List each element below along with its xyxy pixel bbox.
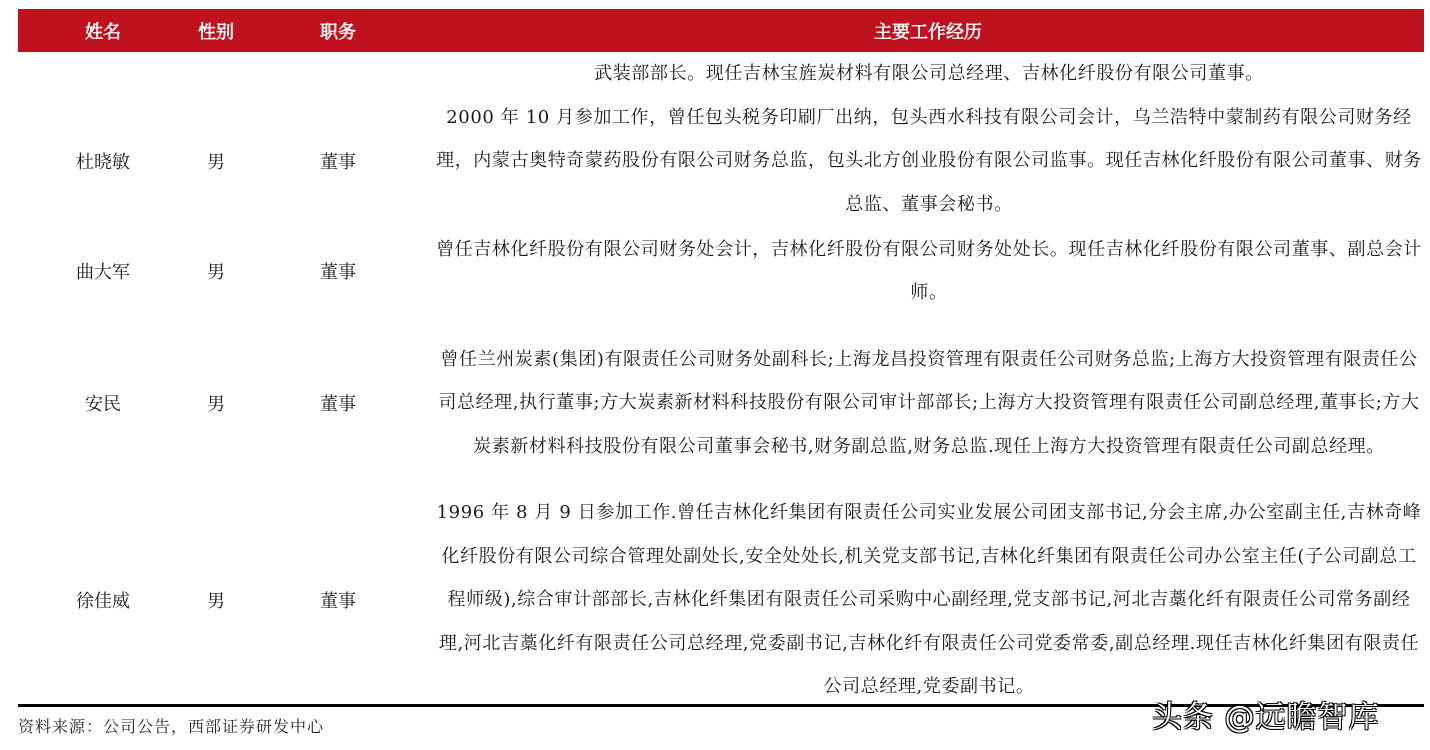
name-cell: 安民: [85, 394, 121, 415]
header-name: 姓名: [85, 21, 121, 43]
name-cell: 徐佳威: [76, 591, 130, 612]
header-experience: 主要工作经历: [874, 21, 982, 43]
position-cell: 董事: [320, 262, 356, 283]
directors-table: [18, 9, 1424, 709]
source-note: 资料来源：公司公告，西部证券研发中心: [18, 717, 325, 736]
gender-cell: 男: [207, 262, 225, 283]
experience-cell: 2000 年 10 月参加工作，曾任包头税务印刷厂出纳，包头西水科技有限公司会计，乌兰浩特中蒙制药有限公司财务经理，内蒙古奥特奇蒙药股份有限公司财务总监，包头北方创业股份有限公司监事。现任吉林化纤股份有限公司董事、财务总监、董事会秘书。: [436, 106, 1422, 215]
table-header: [18, 9, 1424, 52]
gender-cell: 男: [207, 591, 225, 612]
position-cell: 董事: [320, 394, 356, 415]
experience-cell: 曾任兰州炭素(集团)有限责任公司财务处副科长;上海龙昌投资管理有限责任公司财务总监;上海方大投资管理有限责任公司总经理,执行董事;方大炭素新材料科技股份有限公司审计部部长;上海方大投资管理有限责任公司副总经理,董事长;方大炭素新材料科技股份有限公司董事会秘书,财务副总监,财务总监.现任上海方大投资管理有限责任公司副总经理。: [438, 348, 1420, 457]
table-row: [18, 227, 1424, 315]
position-cell: 董事: [320, 591, 356, 612]
header-gender: 性别: [198, 21, 234, 43]
table-row: [18, 95, 1424, 227]
experience-cell: 武装部部长。现任吉林宝旌炭材料有限公司总经理、吉林化纤股份有限公司董事。: [594, 63, 1264, 84]
experience-cell: 曾任吉林化纤股份有限公司财务处会计，吉林化纤股份有限公司财务处处长。现任吉林化纤股份有限公司董事、副总会计师。: [436, 238, 1422, 303]
gender-cell: 男: [207, 152, 225, 173]
header-position: 职务: [320, 21, 356, 43]
watermark: 头条 @远瞻智库: [1152, 700, 1380, 735]
table-row: [18, 315, 1424, 491]
experience-cell: 1996 年 8 月 9 日参加工作.曾任吉林化纤集团有限责任公司实业发展公司团支部书记,分会主席,办公室副主任,吉林奇峰化纤股份有限公司综合管理处副处长,安全处处长,机关党支部书记,吉林化纤集团有限责任公司办公室主任(子公司副总工程师级),综合审计部部长,吉林化纤集团有限责任公司采购中心副经理,党支部书记,河北吉藁化纤有限责任公司常务副经理,河北吉藁化纤有限责任公司总经理,党委副书记,吉林化纤有限责任公司党委常委,副总经理.现任吉林化纤集团有限责任公司总经理,党委副书记。: [436, 502, 1422, 698]
table-row: [18, 491, 1424, 709]
gender-cell: 男: [207, 394, 225, 415]
name-cell: 曲大军: [76, 262, 130, 283]
position-cell: 董事: [320, 152, 356, 173]
name-cell: 杜晓敏: [76, 152, 130, 173]
table-row-continued: [18, 52, 1424, 95]
